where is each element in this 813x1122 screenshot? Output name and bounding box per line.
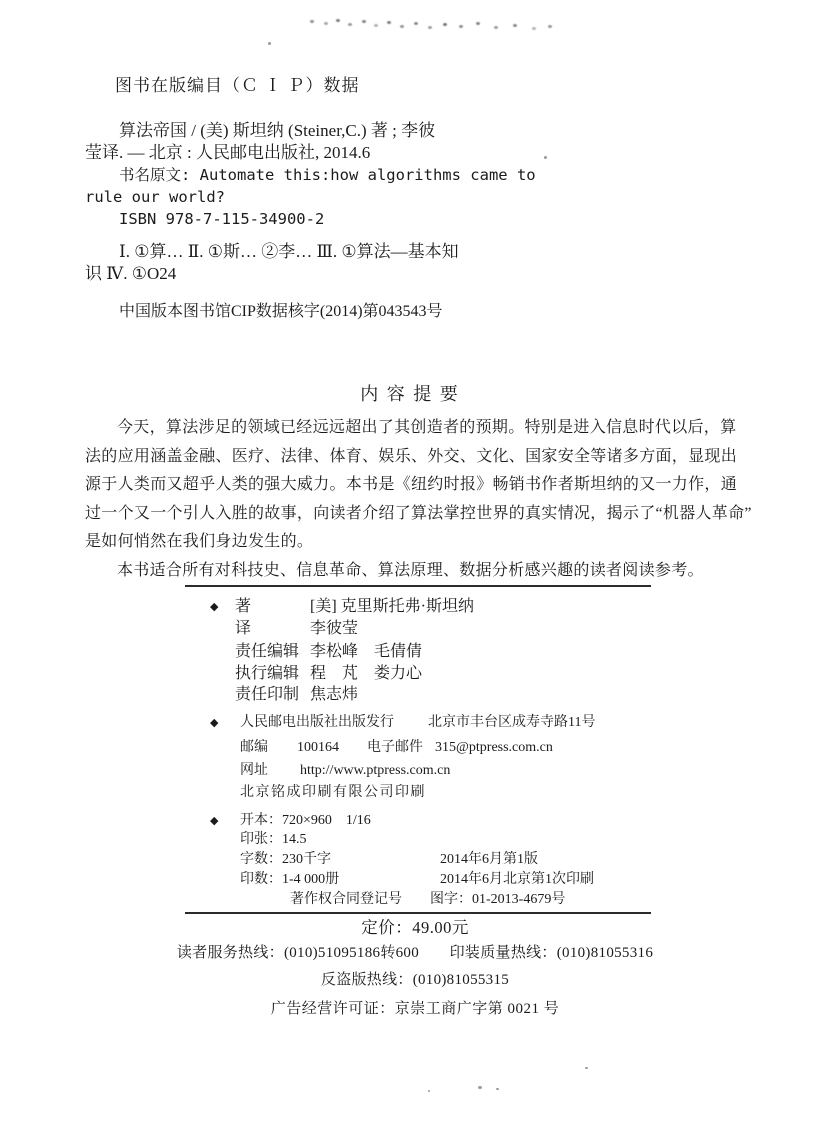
scan-speck bbox=[478, 1086, 482, 1089]
abstract-line: 是如何悄然在我们身边发生的。 bbox=[85, 533, 314, 550]
format-printrun: 印数：1-4 000册 bbox=[240, 872, 340, 887]
email-label: 电子邮件 bbox=[367, 740, 423, 755]
publisher-name: 人民邮电出版社出版发行 bbox=[240, 715, 394, 730]
credit-value: 焦志炜 bbox=[310, 686, 359, 703]
price: 定价：49.00元 bbox=[361, 918, 469, 937]
abstract-line: 法的应用涵盖金融、医疗、法律、体育、娱乐、外交、文化、国家安全等诸多方面，显现出 bbox=[85, 447, 738, 465]
scan-smudge-top bbox=[310, 20, 314, 23]
diamond-bullet-icon: ◆ bbox=[210, 601, 219, 613]
email-value: 315@ptpress.com.cn bbox=[435, 740, 553, 755]
credit-label: 执行编辑 bbox=[235, 665, 300, 682]
credit-value: 李彼莹 bbox=[310, 620, 359, 637]
cip-class-line-1: Ⅰ. ①算… Ⅱ. ①斯… ②李… Ⅲ. ①算法—基本知 bbox=[119, 242, 459, 261]
diamond-bullet-icon: ◆ bbox=[210, 815, 219, 827]
cip-classification bbox=[85, 241, 745, 285]
scan-speck bbox=[428, 1090, 430, 1092]
credit-label: 责任编辑 bbox=[235, 643, 300, 660]
ad-license: 广告经营许可证：京崇工商广字第 0021 号 bbox=[270, 1001, 560, 1017]
credit-label: 责任印制 bbox=[235, 686, 300, 703]
postcode-label: 邮编 bbox=[240, 740, 268, 755]
cip-class-line-2: 识 Ⅳ. ①O24 bbox=[85, 264, 177, 283]
cip-section bbox=[85, 74, 745, 323]
abstract-line: 今天，算法涉足的领域已经远远超出了其创造者的预期。特别是进入信息时代以后，算 bbox=[117, 419, 737, 436]
colophon bbox=[185, 585, 651, 914]
scan-speck bbox=[268, 42, 271, 45]
credit-value: [美] 克里斯托弗·斯坦纳 bbox=[310, 598, 474, 615]
website-url: http://www.ptpress.com.cn bbox=[300, 763, 451, 778]
publisher-address: 北京市丰台区成寿寺路11号 bbox=[428, 715, 596, 730]
cip-header: 图书在版编目（Ｃ Ｉ Ｐ）数据 bbox=[115, 76, 360, 95]
credit-label: 译 bbox=[235, 620, 252, 637]
abstract-section bbox=[85, 414, 752, 585]
pricing-section bbox=[85, 916, 745, 1023]
website-label: 网址 bbox=[240, 763, 268, 778]
cip-record bbox=[85, 120, 745, 230]
abstract-line: 本书适合所有对科技史、信息革命、算法原理、数据分析感兴趣的读者阅读参考。 bbox=[117, 561, 704, 579]
cip-original-title-line-2: rule our world? bbox=[85, 188, 225, 206]
cip-publisher-line: 莹译. — 北京 : 人民邮电出版社, 2014.6 bbox=[85, 143, 371, 162]
diamond-bullet-icon: ◆ bbox=[210, 717, 219, 729]
format-edition: 2014年6月第1版 bbox=[440, 852, 538, 867]
cip-title-line: 算法帝国 / (美) 斯坦纳 (Steiner,C.) 著 ; 李彼 bbox=[119, 121, 436, 140]
copyright-registration: 著作权合同登记号 图字：01-2013-4679号 bbox=[290, 892, 566, 907]
cip-isbn: ISBN 978-7-115-34900-2 bbox=[119, 210, 325, 228]
format-sheets: 印张：14.5 bbox=[240, 832, 307, 847]
service-hotline: 读者服务热线：(010)51095186转600 印装质量热线：(010)81055316 bbox=[176, 945, 654, 961]
format-wordcount: 字数：230千字 bbox=[240, 852, 331, 867]
abstract-line: 源于人类而又超乎人类的强大威力。本书是《纽约时报》畅销书作者斯坦纳的又一力作，通 bbox=[85, 476, 738, 493]
abstract-line: 过一个又一个引人入胜的故事，向读者介绍了算法掌控世界的真实情况，揭示了“机器人革命” bbox=[85, 504, 752, 522]
cip-original-title-line: 书名原文: Automate this:how algorithms came to bbox=[119, 166, 536, 184]
credit-label: 著 bbox=[235, 598, 252, 615]
abstract-title: 内 容 提 要 bbox=[360, 384, 460, 404]
printer-name: 北京铭成印刷有限公司印刷 bbox=[240, 785, 426, 800]
format-size: 开本：720×960 1/16 bbox=[240, 813, 371, 828]
antipiracy-hotline: 反盗版热线：(010)81055315 bbox=[320, 972, 510, 988]
scan-speck bbox=[585, 1067, 588, 1069]
format-printing: 2014年6月北京第1次印刷 bbox=[440, 872, 594, 887]
postcode-value: 100164 bbox=[297, 740, 339, 755]
scan-speck bbox=[496, 1088, 499, 1090]
credit-value: 李松峰 毛倩倩 bbox=[310, 643, 423, 660]
credit-value: 程 芃 娄力心 bbox=[310, 665, 423, 682]
cip-registry-number: 中国版本图书馆CIP数据核字(2014)第043543号 bbox=[119, 303, 443, 320]
